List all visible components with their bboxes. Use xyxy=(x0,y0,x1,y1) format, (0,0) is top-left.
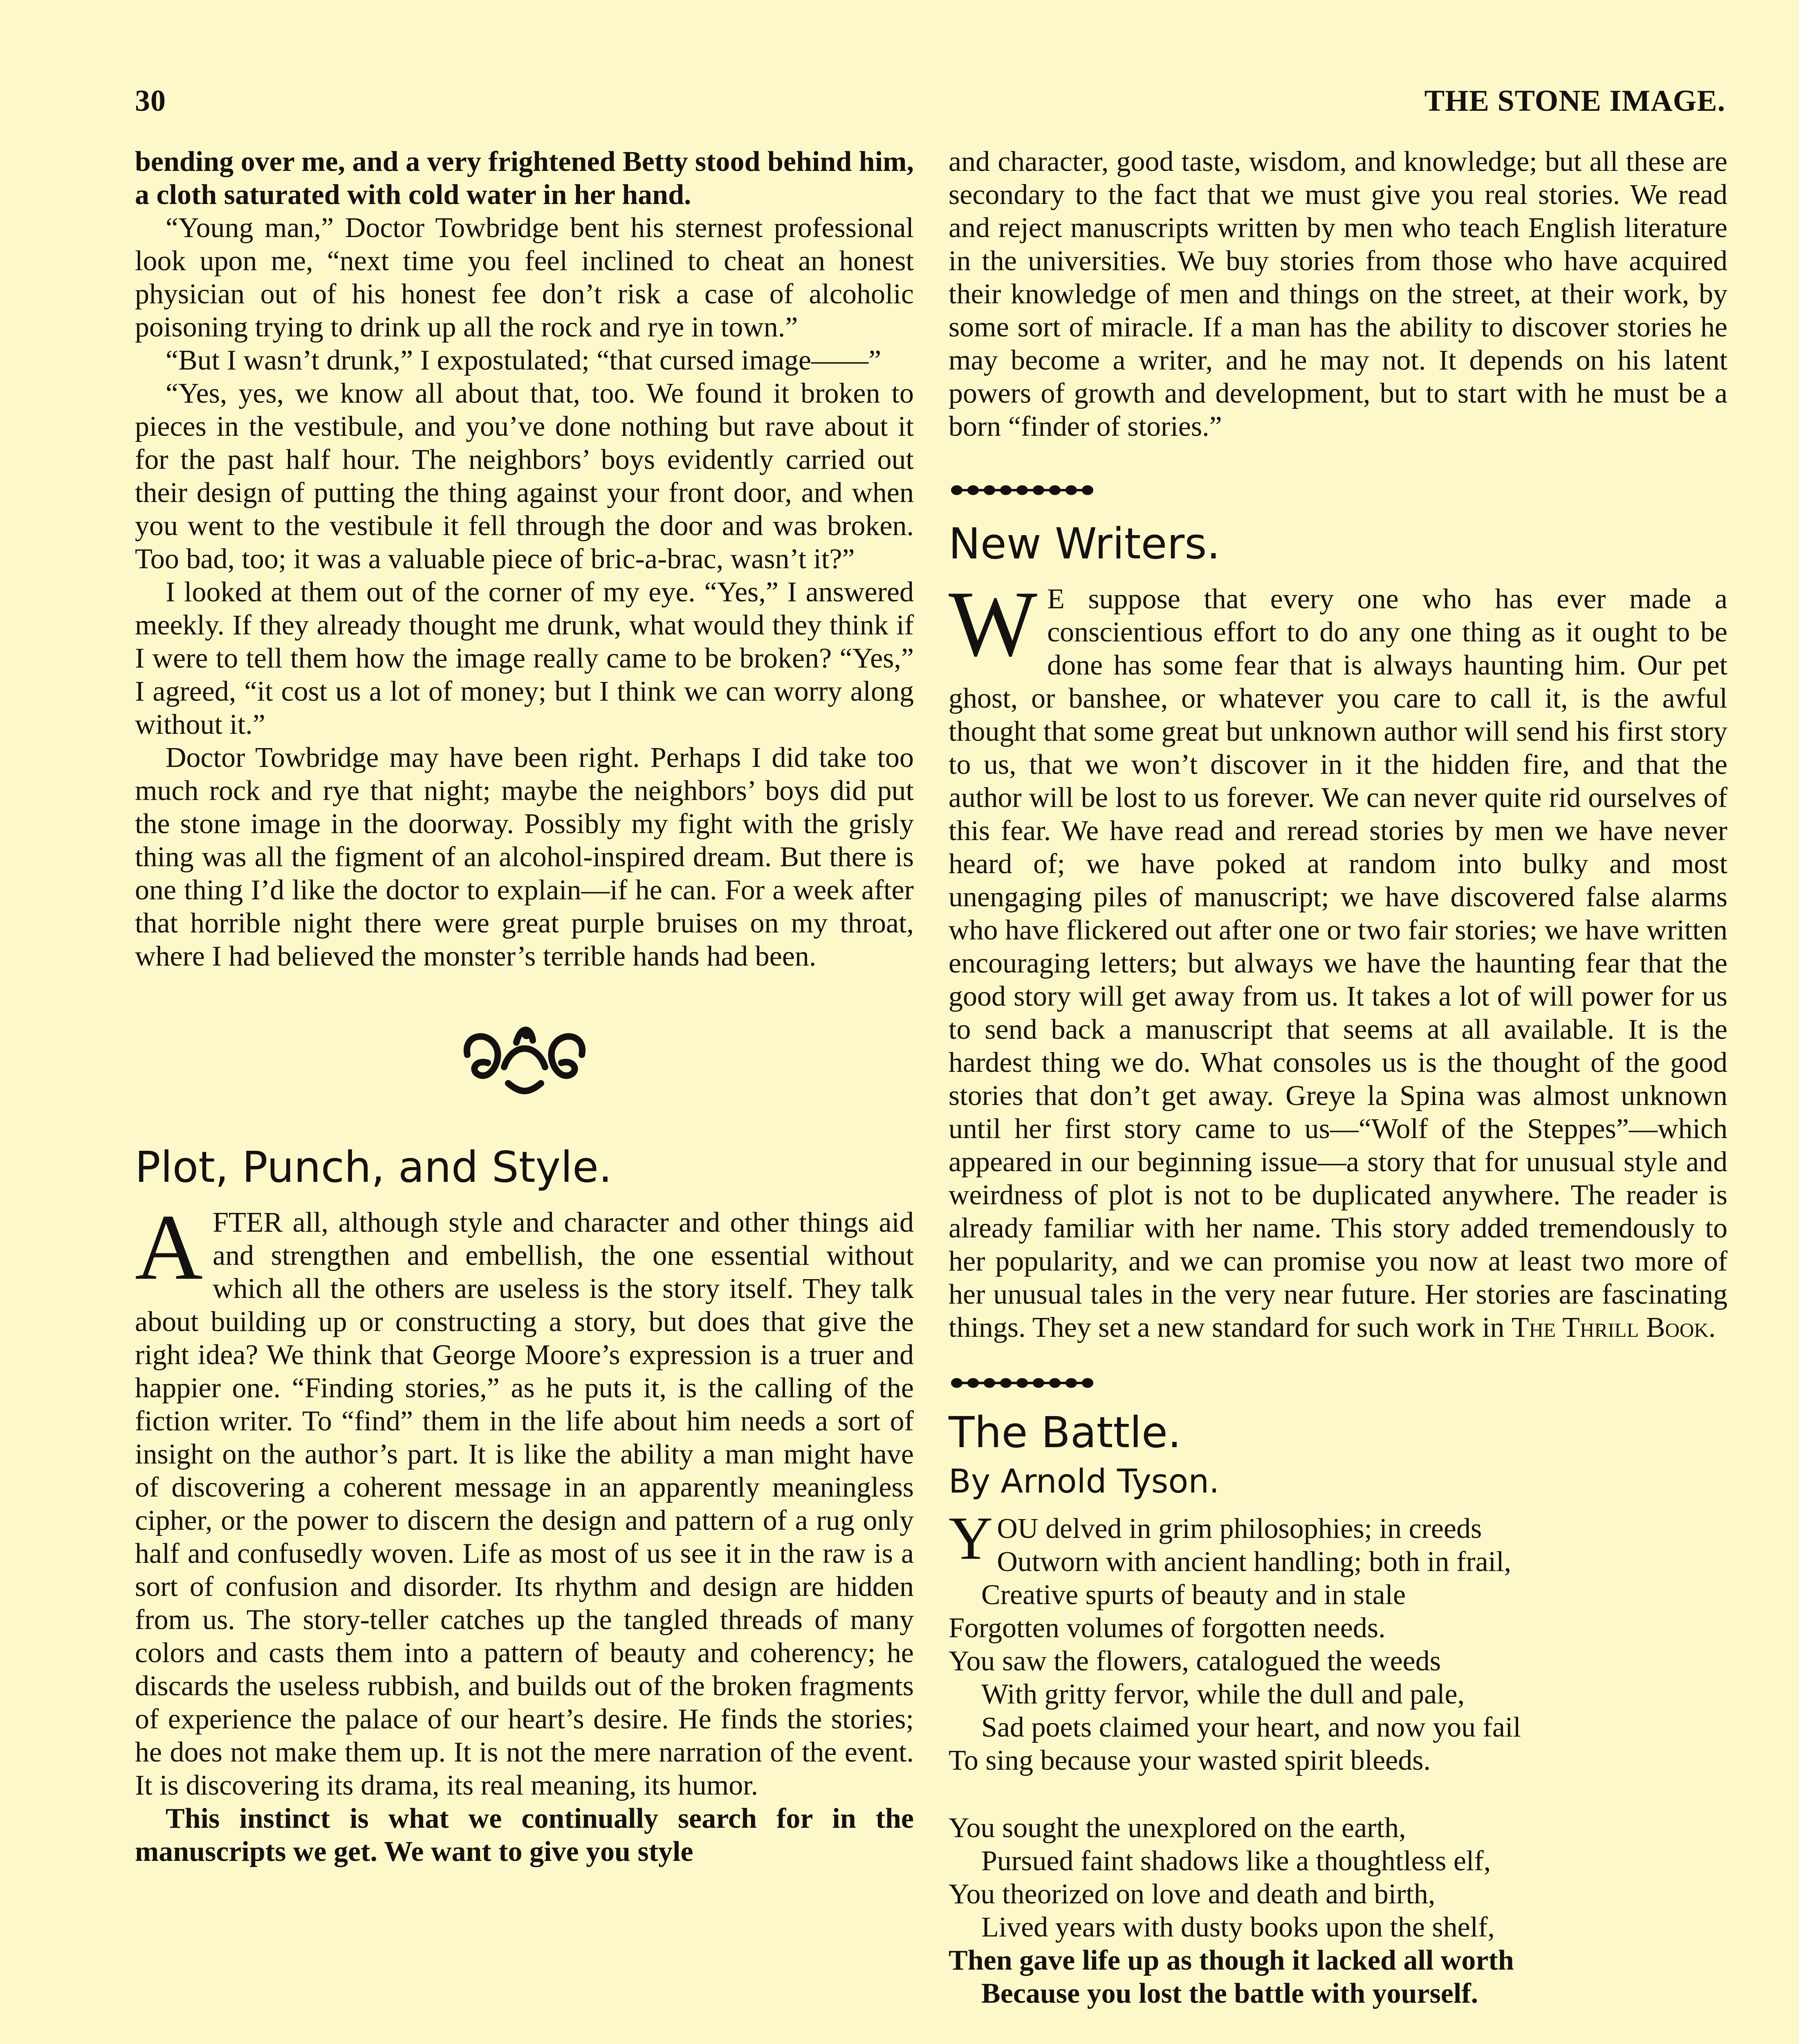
poem-line: Outworn with ancient handling; both in frail, xyxy=(997,1546,1512,1578)
poem-line: With gritty fervor, while the dull and pale, xyxy=(981,1679,1465,1710)
dragon-ornament-icon xyxy=(459,1018,590,1096)
story-paragraph: Doctor Towbridge may have been right. Perhaps I did take too much rock and rye that night; maybe the neighbors’ boys did put the stone image in the doorway. Possibly my fight with the grisly thing was all the figment of an alcohol-inspired dream. But there is one thing I’d like the doctor to explain—if he can. For a week after that horrible night there were great purple bruises on my throat, where I had believed the monster’s terrible hands had been. xyxy=(135,742,914,972)
right-column xyxy=(949,145,1727,2010)
poem-line: You sought the unexplored on the earth, xyxy=(949,1812,1406,1844)
poem-line: Sad poets claimed your heart, and now you fail xyxy=(981,1712,1521,1743)
new-writers-end: . xyxy=(1708,1312,1716,1343)
story-paragraph: “Yes, yes, we know all about that, too. We found it broken to pieces in the vestibule, and you’ve done nothing but rave about it for the past half hour. The neighbors’ boys evidently carried out their design of putting the thing against your front door, and when you went to the vestibule it fell through the door and was broken. Too bad, too; it was a valuable piece of bric-a-brac, wasn’t it?” xyxy=(135,378,914,575)
new-writers-paragraph xyxy=(949,572,1727,1344)
dropcap-y: Y xyxy=(949,1504,993,1572)
poem xyxy=(949,1504,1727,2010)
page-number: 30 xyxy=(135,84,166,118)
plot-first-paragraph xyxy=(135,1195,914,1802)
poem-line: You theorized on love and death and birth, xyxy=(949,1878,1436,1910)
continuation-paragraph: and character, good taste, wisdom, and knowledge; but all these are secondary to the fact that we must give you real stories. We read and reject manuscripts written by men who teach English literature in the universities. We buy stories from those who have acquired their knowledge of men and things on the street, at their work, by some sort of miracle. If a man has the ability to discover stories he may become a writer, and he may not. It depends on his latent powers of growth and development, but to start with he must be a born “finder of stories.” xyxy=(949,146,1727,442)
stanza-break xyxy=(949,1777,1727,1811)
running-title: THE STONE IMAGE. xyxy=(1424,84,1725,118)
plot-first-paragraph-text: FTER all, although style and character and other things aid and strengthen and embellish, the one essential without which all the others are useless is the story itself. They talk about building up or constructing a story, but does that give the right idea? We think that George Moore’s expression is a truer and happier one. “Finding stories,” as he puts it, is the calling of the fiction writer. To “find” them in the life about him needs a sort of insight on the author’s part. It is like the ability a man might have of discovering a coherent message in an apparently meaningless cipher, or the power to discern the design and pattern of a rug only half and confusedly woven. Life as most of us see it in the raw is a sort of confusion and disorder. Its rhythm and design are hidden from us. The story-teller catches up the tangled threads of many colors and casts them into a pattern of beauty and coherency; he discards the useless rubbish, and builds out of the broken fragments of experience the palace of our heart’s desire. He finds the stories; he does not make them up. It is not the mere narration of the event. It is discovering its drama, its real meaning, its humor. xyxy=(135,1207,914,1801)
poem-line: OU delved in grim philosophies; in creeds xyxy=(997,1513,1482,1544)
divider-ornament-icon xyxy=(949,1375,1096,1391)
poem-byline: By Arnold Tyson. xyxy=(949,1462,1220,1500)
poem-line: You saw the flowers, catalogued the weeds xyxy=(949,1645,1441,1677)
dropcap-a: A xyxy=(135,1195,203,1299)
new-writers-heading: New Writers. xyxy=(949,519,1220,569)
magazine-name: The Thrill Book xyxy=(1512,1312,1709,1343)
plot-second-paragraph: This instinct is what we continually search for in the manuscripts we get. We want to give you style xyxy=(135,1803,914,1867)
story-paragraph: “Young man,” Doctor Towbridge bent his sternest professional look upon me, “next time you feel inclined to cheat an honest physician out of his honest fee don’t risk a case of alcoholic poisoning trying to drink up all the rock and rye in town.” xyxy=(135,212,914,343)
poem-line: Creative spurts of beauty and in stale xyxy=(981,1579,1406,1611)
section-divider xyxy=(949,1369,1727,1402)
story-paragraph: I looked at them out of the corner of my eye. “Yes,” I answered meekly. If they already thought me drunk, what would they think if I were to tell them how the image really came to be broken? “Yes,” I agreed, “it cost us a lot of money; but I think we can worry along without it.” xyxy=(135,576,914,740)
poem-line: Pursued faint shadows like a thoughtless elf, xyxy=(981,1845,1491,1877)
story-paragraph: bending over me, and a very frightened Betty stood behind him, a cloth saturated with cold water in her hand. xyxy=(135,146,914,211)
new-writers-text: E suppose that every one who has ever made a conscientious effort to do any one thing as it ought to be done has some fear that is always haunting him. Our pet ghost, or banshee, or whatever you care to call it, is the awful thought that some great but unknown author will send his first story to us, that we won’t discover in it the hidden fire, and that the author will be lost to us forever. We can never quite rid ourselves of this fear. We have read and reread stories by men we have never heard of; we have poked at random into bulky and most unengaging piles of manuscript; we have discovered false alarms who have flickered out after one or two fair stories; we have written encouraging letters; but always we have the haunting fear that the good story will get away from us. It takes a lot of will power for us to send back a manuscript that seems at all available. It is the hardest thing we do. What consoles us is the thought of the good stories that don’t get away. Greye la Spina was almost unknown until her first story came to us—“Wolf of the Steppes”—which appeared in our beginning issue—a story that for unusual style and weirdness of plot is not to be duplicated anywhere. The reader is already familiar with her name. This story added tremendously to her popularity, and we can promise you now at least two more of her unusual tales in the very near future. Her stories are fascinating things. They set a new standard for such work in xyxy=(949,583,1727,1343)
poem-line: Then gave life up as though it lacked all worth xyxy=(949,1945,1514,1976)
divider-ornament-icon xyxy=(949,482,1096,498)
poem-heading: The Battle. xyxy=(949,1407,1182,1457)
dropcap-w: W xyxy=(949,572,1038,676)
poem-line: Forgotten volumes of forgotten needs. xyxy=(949,1612,1386,1644)
poem-line: Lived years with dusty books upon the shelf, xyxy=(981,1912,1495,1943)
story-paragraph: “But I wasn’t drunk,” I expostulated; “that cursed image——” xyxy=(166,345,882,376)
poem-line: Because you lost the battle with yourself. xyxy=(981,1978,1478,2009)
poem-line: To sing because your wasted spirit bleeds. xyxy=(949,1745,1431,1776)
plot-punch-style-heading: Plot, Punch, and Style. xyxy=(135,1142,612,1192)
left-column xyxy=(135,145,914,1868)
section-divider xyxy=(949,476,1727,509)
